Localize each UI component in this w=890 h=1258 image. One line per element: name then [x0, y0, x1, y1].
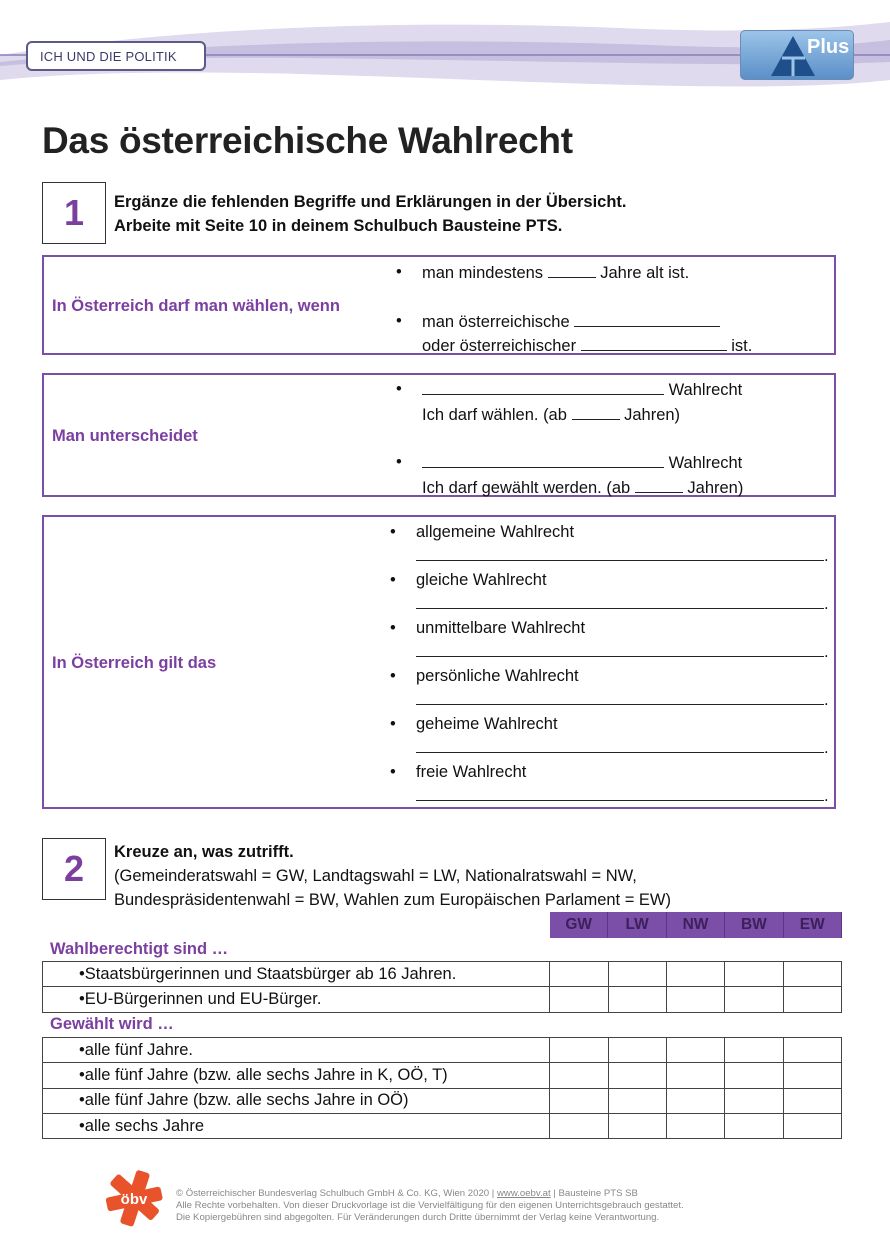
footer-copyright: © Österreichischer Bundesverlag Schulbuch GmbH & Co. KG, Wien 2020 | www.oebv.at | Bausteine PTS SB Alle Rechte vorbehalten. Von dieser Druckvorlage ist die Vervielfältigung für den eigenen Unterrichtsgebrauch gestattet. Die Kopiergebühren sind abgegolten. Für Veränderungen durch Dritte übernimmt der Verlag keine Verantwortung.	[176, 1188, 684, 1223]
fill-blank-age[interactable]	[548, 261, 596, 278]
checkbox-cell[interactable]	[783, 1063, 841, 1088]
task-number-1: 1	[42, 182, 106, 244]
checkbox-cell[interactable]	[783, 1113, 841, 1138]
checkbox-cell[interactable]	[608, 1038, 666, 1063]
checkbox-cell[interactable]	[667, 1088, 725, 1113]
table-row: •alle fünf Jahre (bzw. alle sechs Jahre in OÖ)	[43, 1088, 842, 1113]
plus-label: Plus	[807, 36, 850, 58]
publisher-link[interactable]: www.oebv.at	[496, 1188, 551, 1199]
list-item: • Wahlrecht Ich darf gewählt werden. (ab Jahren)	[396, 453, 744, 497]
list-item: • allgemeine Wahlrecht .	[390, 523, 829, 565]
fill-blank-citizen-f[interactable]	[574, 310, 720, 327]
list-item: • man mindestens Jahre alt ist.	[396, 263, 690, 282]
fill-blank-principle[interactable]	[416, 592, 824, 609]
footer-rights: Alle Rechte vorbehalten. Von dieser Druckvorlage ist die Vervielfältigung für den eigenen Unterrichtsgebrauch gestattet.	[176, 1200, 684, 1211]
box3-label: In Österreich gilt das	[52, 654, 217, 672]
checkbox-cell[interactable]	[725, 962, 783, 987]
checkbox-cell[interactable]	[550, 1038, 608, 1063]
overview-box-voting-types	[42, 373, 836, 497]
task1-instruction-line1: Ergänze die fehlenden Begriffe und Erklärungen in der Übersicht.	[114, 193, 627, 211]
task1-instruction	[114, 190, 627, 238]
checkbox-cell[interactable]	[783, 1088, 841, 1113]
checkbox-cell[interactable]	[608, 1088, 666, 1113]
table-row: •Staatsbürgerinnen und Staatsbürger ab 16 Jahren.	[43, 962, 842, 987]
box1-items	[396, 261, 826, 359]
task-number-2: 2	[42, 838, 106, 900]
task2-instruction	[114, 840, 671, 912]
logo-text: öbv	[120, 1191, 148, 1208]
checkbox-cell[interactable]	[550, 1088, 608, 1113]
row-statement: alle fünf Jahre (bzw. alle sechs Jahre in OÖ)	[84, 1091, 409, 1110]
box2-items	[396, 378, 826, 500]
column-header-ew: EW	[784, 912, 842, 938]
row-statement: alle sechs Jahre	[84, 1116, 205, 1135]
table-row: •EU-Bürgerinnen und EU-Bürger.	[43, 987, 842, 1012]
checkbox-cell[interactable]	[667, 962, 725, 987]
checkbox-cell[interactable]	[667, 987, 725, 1012]
column-header-nw: NW	[667, 912, 725, 938]
task1-instruction-line2: Arbeite mit Seite 10 in deinem Schulbuch Bausteine PTS.	[114, 217, 563, 235]
list-item: • Wahlrecht Ich darf wählen. (ab Jahren)	[396, 380, 743, 424]
fill-blank-passive-right[interactable]	[422, 451, 664, 468]
table-row: •alle fünf Jahre.	[43, 1038, 842, 1063]
row-statement: alle fünf Jahre (bzw. alle sechs Jahre in K, OÖ, T)	[84, 1065, 448, 1084]
checkbox-cell[interactable]	[725, 1113, 783, 1138]
checkbox-cell[interactable]	[608, 987, 666, 1012]
fill-blank-principle[interactable]	[416, 688, 824, 705]
task2-instruction-line3: Bundespräsidentenwahl = BW, Wahlen zum Europäischen Parlament = EW)	[114, 891, 672, 909]
checkbox-cell[interactable]	[725, 1088, 783, 1113]
fill-blank-principle[interactable]	[416, 736, 824, 753]
checkbox-cell[interactable]	[783, 1038, 841, 1063]
page-title: Das österreichische Wahlrecht	[42, 120, 573, 161]
checkbox-cell[interactable]	[550, 1113, 608, 1138]
checkbox-table-elected	[42, 1037, 842, 1139]
list-item: • unmittelbare Wahlrecht .	[390, 619, 829, 661]
checkbox-cell[interactable]	[667, 1063, 725, 1088]
column-header-lw: LW	[608, 912, 666, 938]
election-type-header	[550, 912, 842, 938]
list-item: • freie Wahlrecht .	[390, 763, 829, 805]
fill-blank-age-active[interactable]	[572, 403, 620, 420]
checkbox-cell[interactable]	[550, 1063, 608, 1088]
checkbox-cell[interactable]	[725, 987, 783, 1012]
overview-box-voting-conditions	[42, 255, 836, 355]
row-statement: Staatsbürgerinnen und Staatsbürger ab 16 Jahren.	[84, 964, 457, 983]
section-label-elected: Gewählt wird …	[50, 1015, 174, 1033]
box3-items	[390, 520, 830, 808]
checkbox-cell[interactable]	[783, 962, 841, 987]
row-statement: alle fünf Jahre.	[84, 1040, 194, 1059]
checkbox-cell[interactable]	[783, 987, 841, 1012]
fill-blank-principle[interactable]	[416, 640, 824, 657]
checkbox-cell[interactable]	[550, 962, 608, 987]
checkbox-cell[interactable]	[608, 962, 666, 987]
oebv-logo	[104, 1168, 164, 1228]
header-band	[0, 0, 890, 110]
list-item: • gleiche Wahlrecht .	[390, 571, 829, 613]
fill-blank-active-right[interactable]	[422, 378, 664, 395]
row-statement: EU-Bürgerinnen und EU-Bürger.	[84, 989, 322, 1008]
checkbox-cell[interactable]	[667, 1038, 725, 1063]
table-row: •alle fünf Jahre (bzw. alle sechs Jahre in K, OÖ, T)	[43, 1063, 842, 1088]
fill-blank-citizen-m[interactable]	[581, 334, 727, 351]
footer-fees: Die Kopiergebühren sind abgegolten. Für Veränderungen durch Dritte übernimmt der Verlag keine Verantwortung.	[176, 1212, 660, 1223]
fill-blank-principle[interactable]	[416, 544, 824, 561]
list-item: • man österreichische oder österreichischer ist.	[396, 311, 753, 355]
plus-badge	[740, 30, 854, 80]
table-row: •alle sechs Jahre	[43, 1113, 842, 1138]
box1-label: In Österreich darf man wählen, wenn	[52, 297, 340, 315]
overview-box-voting-principles	[42, 515, 836, 809]
box2-label: Man unterscheidet	[52, 427, 198, 445]
task2-instruction-line2: (Gemeinderatswahl = GW, Landtagswahl = LW, Nationalratswahl = NW,	[114, 867, 637, 885]
checkbox-cell[interactable]	[667, 1113, 725, 1138]
section-label-eligible: Wahlberechtigt sind …	[50, 940, 229, 958]
column-header-gw: GW	[550, 912, 608, 938]
fill-blank-principle[interactable]	[416, 784, 824, 801]
checkbox-cell[interactable]	[725, 1063, 783, 1088]
checkbox-cell[interactable]	[550, 987, 608, 1012]
checkbox-cell[interactable]	[608, 1063, 666, 1088]
topic-tag: ICH UND DIE POLITIK	[26, 41, 206, 71]
fill-blank-age-passive[interactable]	[635, 476, 683, 493]
list-item: • persönliche Wahlrecht .	[390, 667, 829, 709]
checkbox-cell[interactable]	[725, 1038, 783, 1063]
column-header-bw: BW	[725, 912, 783, 938]
list-item: • geheime Wahlrecht .	[390, 715, 829, 757]
checkbox-cell[interactable]	[608, 1113, 666, 1138]
task2-instruction-bold: Kreuze an, was zutrifft.	[114, 843, 294, 861]
checkbox-table-eligible	[42, 961, 842, 1013]
oebv-star-icon	[104, 1168, 164, 1228]
